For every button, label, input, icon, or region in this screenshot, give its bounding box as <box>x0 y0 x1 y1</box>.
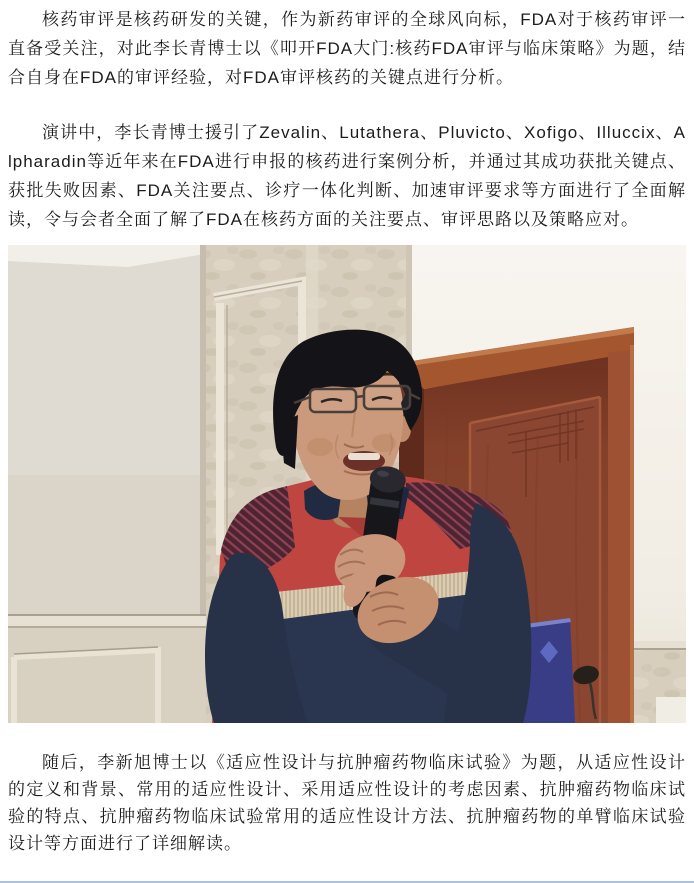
speaker-photo-illustration <box>8 245 686 723</box>
paragraph-2: 演讲中，李长青博士援引了Zevalin、Lutathera、Pluvicto、Xofigo、Illuccix、Alpharadin等近年来在FDA进行申报的核药进行案例分析，并通过其成功获批关键点、获批失败因素、FDA关注要点、诊疗一体化判断、加速审评要求等方面进行了全面解读，令与会者全面了解了FDA在核药方面的关注要点、审评思路以及策略应对。 <box>8 123 686 229</box>
wainscot-panels <box>8 614 206 723</box>
paragraph-3: 随后，李新旭博士以《适应性设计与抗肿瘤药物临床试验》为题，从适应性设计的定义和背景、常用的适应性设计、采用适应性设计的考虑因素、抗肿瘤药物临床试验的特点、抗肿瘤药物临床试验常用的适应性设计方法、抗肿瘤药物的单臂临床试验设计等方面进行了详细解读。 <box>8 753 686 853</box>
speaker-photo <box>8 245 686 723</box>
paragraph-1: 核药审评是核药研发的关键，作为新药审评的全球风向标，FDA对于核药审评一直备受关注，对此李长青博士以《叩开FDA大门:核药FDA审评与临床策略》为题，结合自身在FDA的审评经验，对FDA审评核药的关键点进行分析。 <box>8 10 686 87</box>
